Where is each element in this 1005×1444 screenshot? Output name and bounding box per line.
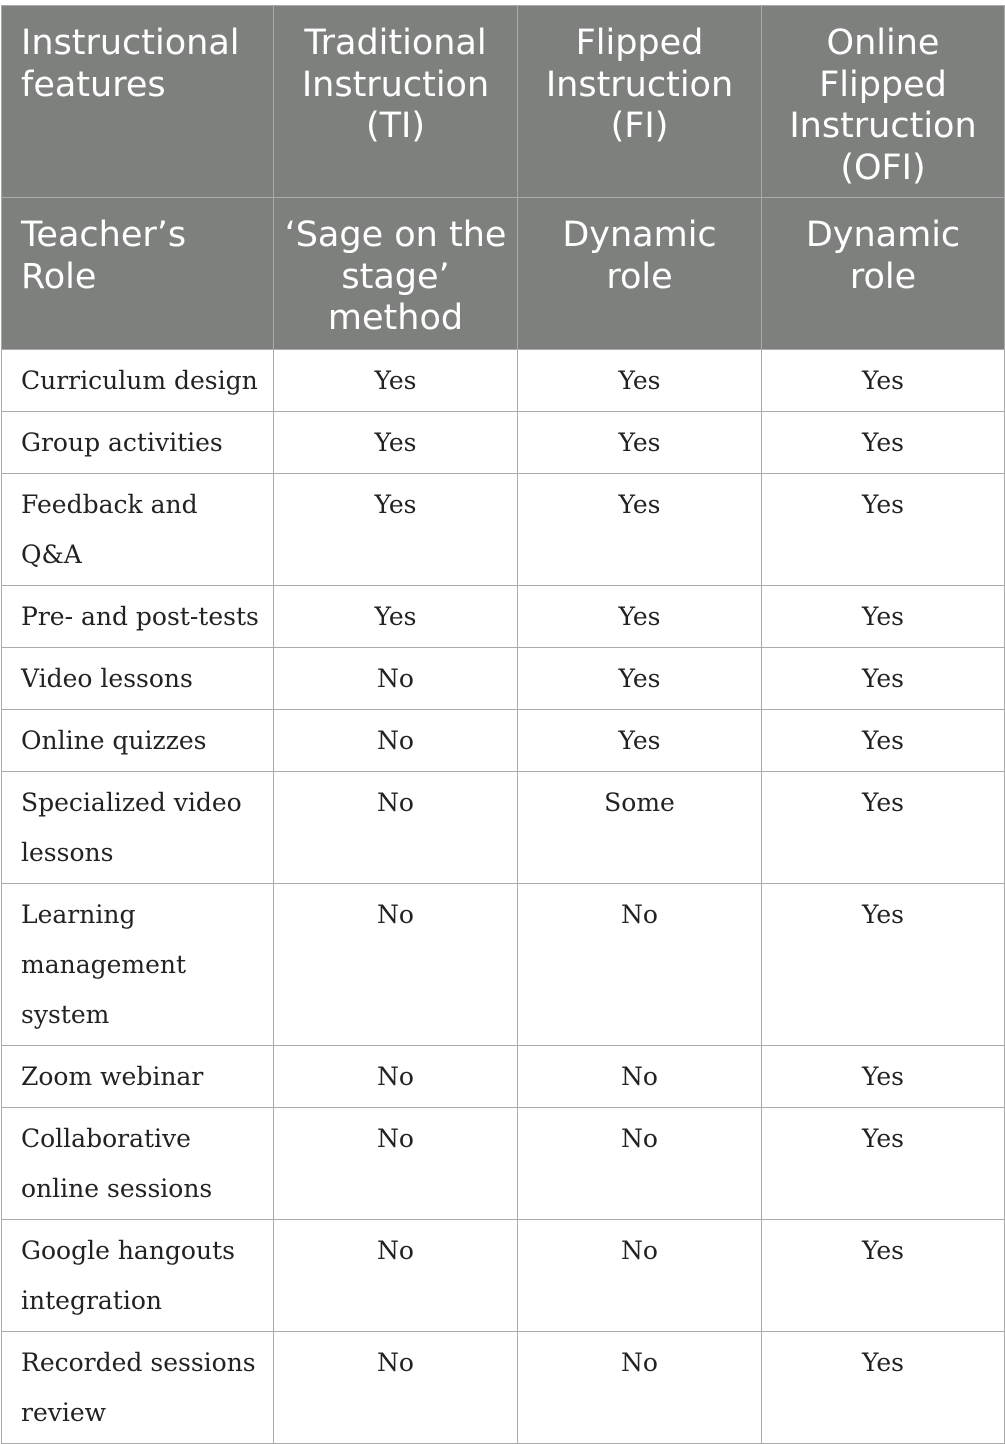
table-row — [2, 586, 1005, 648]
ti-cell: No — [274, 1332, 518, 1444]
comparison-table — [1, 5, 1005, 1444]
ti-cell: Yes — [274, 586, 518, 648]
table-header — [2, 6, 1005, 350]
header-row — [2, 6, 1005, 198]
ofi-cell: Yes — [762, 1220, 1005, 1332]
feature-cell: Learning management system — [2, 884, 274, 1046]
feature-cell: Specialized video lessons — [2, 772, 274, 884]
table-row — [2, 350, 1005, 412]
feature-cell: Recorded sessions review — [2, 1332, 274, 1444]
ti-cell: Yes — [274, 350, 518, 412]
ofi-cell: Yes — [762, 350, 1005, 412]
table-row — [2, 772, 1005, 884]
table-body — [2, 350, 1005, 1444]
ti-cell: No — [274, 884, 518, 1046]
table-row — [2, 412, 1005, 474]
feature-cell: Zoom webinar — [2, 1046, 274, 1108]
table-row — [2, 710, 1005, 772]
fi-cell: Yes — [518, 474, 762, 586]
table-row — [2, 1332, 1005, 1444]
feature-cell: Video lessons — [2, 648, 274, 710]
feature-cell: Pre- and post-tests — [2, 586, 274, 648]
fi-cell: Yes — [518, 350, 762, 412]
table-row — [2, 1220, 1005, 1332]
ofi-cell: Yes — [762, 884, 1005, 1046]
fi-cell: Yes — [518, 412, 762, 474]
ofi-cell: Yes — [762, 586, 1005, 648]
fi-cell: Yes — [518, 586, 762, 648]
ofi-cell: Yes — [762, 1108, 1005, 1220]
fi-cell: No — [518, 884, 762, 1046]
ofi-cell: Yes — [762, 412, 1005, 474]
feature-cell: Group activities — [2, 412, 274, 474]
table-row — [2, 1046, 1005, 1108]
ti-cell: No — [274, 772, 518, 884]
fi-cell: No — [518, 1332, 762, 1444]
feature-cell: Collaborative online sessions — [2, 1108, 274, 1220]
subheader-cell-fi: Dynamic role — [518, 198, 762, 350]
ti-cell: No — [274, 1108, 518, 1220]
table-row — [2, 648, 1005, 710]
feature-cell: Google hangouts integration — [2, 1220, 274, 1332]
header-cell-ti: Traditional Instruction (TI) — [274, 6, 518, 198]
header-cell-features: Instructional features — [2, 6, 274, 198]
header-cell-fi: Flipped Instruction (FI) — [518, 6, 762, 198]
ofi-cell: Yes — [762, 710, 1005, 772]
feature-cell: Feedback and Q&A — [2, 474, 274, 586]
fi-cell: Yes — [518, 710, 762, 772]
ofi-cell: Yes — [762, 474, 1005, 586]
ofi-cell: Yes — [762, 1332, 1005, 1444]
ti-cell: No — [274, 648, 518, 710]
fi-cell: No — [518, 1220, 762, 1332]
fi-cell: No — [518, 1046, 762, 1108]
fi-cell: Yes — [518, 648, 762, 710]
subheader-cell-ofi: Dynamic role — [762, 198, 1005, 350]
fi-cell: No — [518, 1108, 762, 1220]
ti-cell: Yes — [274, 412, 518, 474]
ti-cell: No — [274, 1046, 518, 1108]
ti-cell: Yes — [274, 474, 518, 586]
feature-cell: Online quizzes — [2, 710, 274, 772]
ti-cell: No — [274, 1220, 518, 1332]
header-cell-ofi: Online Flipped Instruction (OFI) — [762, 6, 1005, 198]
subheader-cell-role: Teacher’s Role — [2, 198, 274, 350]
fi-cell: Some — [518, 772, 762, 884]
ti-cell: No — [274, 710, 518, 772]
feature-cell: Curriculum design — [2, 350, 274, 412]
subheader-cell-ti: ‘Sage on the stage’ method — [274, 198, 518, 350]
ofi-cell: Yes — [762, 1046, 1005, 1108]
ofi-cell: Yes — [762, 772, 1005, 884]
table-row — [2, 474, 1005, 586]
subheader-row — [2, 198, 1005, 350]
table-row — [2, 1108, 1005, 1220]
ofi-cell: Yes — [762, 648, 1005, 710]
table-row — [2, 884, 1005, 1046]
